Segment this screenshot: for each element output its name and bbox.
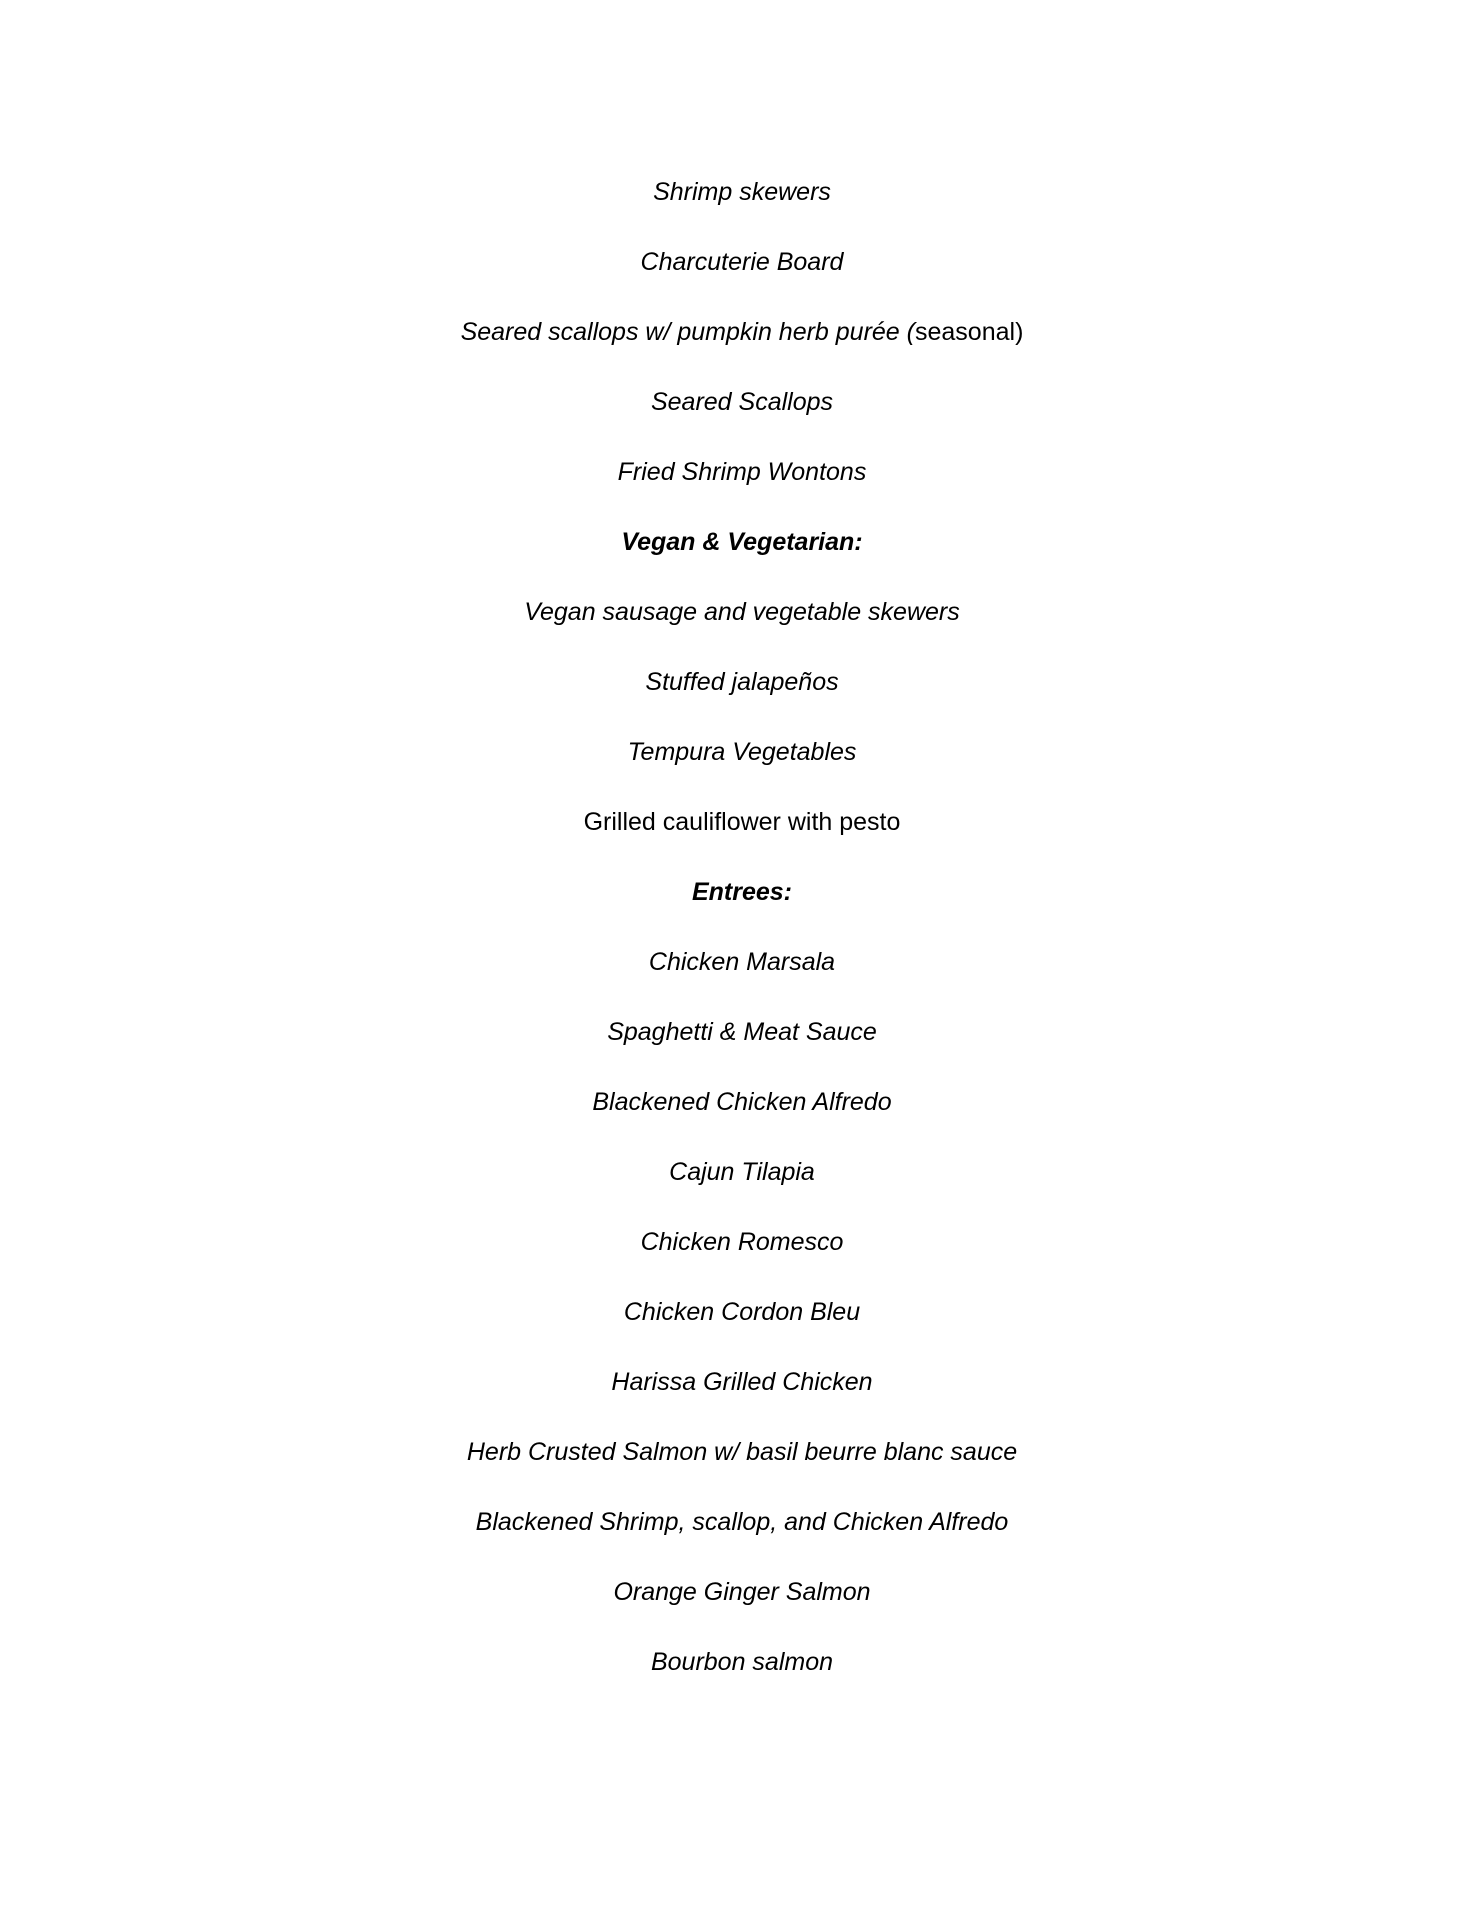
menu-item-text: Seared scallops w/ pumpkin herb purée ( <box>460 318 915 346</box>
section-heading-vegan-vegetarian <box>0 522 1484 592</box>
menu-item-text: Blackened Chicken Alfredo <box>592 1088 892 1116</box>
menu-item-text: Fried Shrimp Wontons <box>617 458 867 486</box>
menu-list <box>0 172 1484 1712</box>
menu-item-text: Spaghetti & Meat Sauce <box>607 1018 877 1046</box>
section-heading-entrees <box>0 872 1484 942</box>
menu-item-note: seasonal) <box>915 318 1024 346</box>
menu-item <box>0 1082 1484 1152</box>
menu-item <box>0 1362 1484 1432</box>
menu-item <box>0 732 1484 802</box>
menu-item-text: Grilled cauliflower with pesto <box>583 808 901 836</box>
menu-item-text: Vegan sausage and vegetable skewers <box>524 598 960 626</box>
menu-item-text: Charcuterie Board <box>640 248 844 276</box>
menu-item-text: Harissa Grilled Chicken <box>611 1368 873 1396</box>
menu-item <box>0 1222 1484 1292</box>
menu-item <box>0 662 1484 732</box>
menu-item <box>0 802 1484 872</box>
menu-item <box>0 942 1484 1012</box>
menu-item <box>0 1432 1484 1502</box>
menu-item-text: Herb Crusted Salmon w/ basil beurre blanc sauce <box>466 1438 1018 1466</box>
menu-item <box>0 312 1484 382</box>
menu-item <box>0 242 1484 312</box>
menu-item <box>0 382 1484 452</box>
menu-item <box>0 1572 1484 1642</box>
section-heading-text: Vegan & Vegetarian: <box>621 528 863 556</box>
menu-item-text: Chicken Cordon Bleu <box>623 1298 861 1326</box>
menu-item <box>0 172 1484 242</box>
menu-item <box>0 592 1484 662</box>
menu-item <box>0 1292 1484 1362</box>
menu-item <box>0 1502 1484 1572</box>
menu-item-text: Chicken Marsala <box>648 948 836 976</box>
menu-item-text: Chicken Romesco <box>640 1228 844 1256</box>
menu-item-text: Cajun Tilapia <box>669 1158 815 1186</box>
menu-item-text: Seared Scallops <box>650 388 834 416</box>
menu-item <box>0 1152 1484 1222</box>
menu-item-text: Shrimp skewers <box>653 178 831 206</box>
menu-item-text: Blackened Shrimp, scallop, and Chicken Alfredo <box>475 1508 1009 1536</box>
menu-item <box>0 1642 1484 1712</box>
section-heading-text: Entrees: <box>691 878 793 906</box>
menu-item-text: Stuffed jalapeños <box>645 668 839 696</box>
menu-item-text: Orange Ginger Salmon <box>613 1578 871 1606</box>
menu-item-text: Tempura Vegetables <box>627 738 857 766</box>
menu-item-text: Bourbon salmon <box>650 1648 834 1676</box>
menu-item <box>0 1012 1484 1082</box>
menu-item <box>0 452 1484 522</box>
